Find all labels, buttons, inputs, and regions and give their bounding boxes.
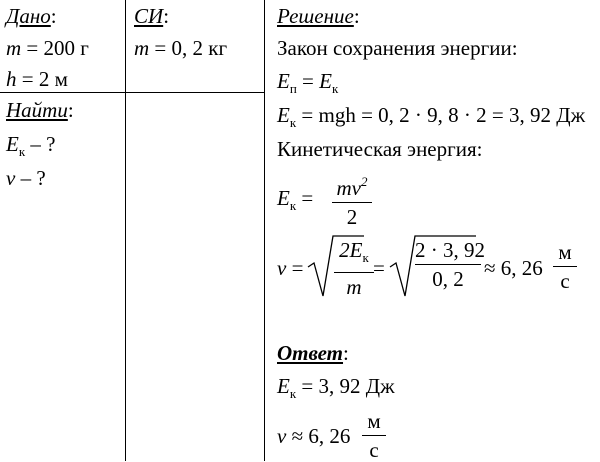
solution-heading: Решение: xyxy=(277,4,360,28)
equation-kinetic-lhs: $E_к$ = xyxy=(277,186,314,213)
given-mass: m = 200 г xyxy=(6,36,89,60)
si-mass: m = 0, 2 кг xyxy=(134,36,228,60)
column-divider-2 xyxy=(264,0,265,461)
equation-energy-equality: $E_п = E_к$ xyxy=(277,69,339,96)
kinetic-energy-label: Кинетическая энергия: xyxy=(277,137,483,161)
equals-sign: = xyxy=(373,256,385,280)
conservation-law-text: Закон сохранения энергии: xyxy=(277,36,518,60)
given-heading: Дано: xyxy=(6,4,57,28)
given-height: h = 2 м xyxy=(6,67,68,91)
column-divider-1 xyxy=(125,0,126,461)
velocity-lhs: v = xyxy=(277,256,304,280)
velocity-approx: ≈ 6, 26 xyxy=(484,256,543,280)
find-ek: $E_к$ – ? xyxy=(6,132,56,159)
find-v: v – ? xyxy=(6,166,46,190)
kinetic-fraction: $mv^2$ 2 xyxy=(332,170,372,229)
answer-heading: Ответ: xyxy=(277,341,349,365)
sqrt-fraction-2: 2 · 3, 92 0, 2 xyxy=(415,238,485,291)
velocity-unit-fraction: м с xyxy=(553,240,577,293)
find-heading: Найти: xyxy=(6,98,74,122)
equation-potential-energy: $E_к$ = mgh = 0, 2 · 9, 8 · 2 = 3, 92 Дж xyxy=(277,103,586,130)
answer-v: v ≈ 6, 26 xyxy=(277,424,351,448)
answer-ek: $E_к = 3$, 92 Дж xyxy=(277,374,395,401)
answer-unit-fraction: м с xyxy=(362,409,386,462)
si-heading: СИ: xyxy=(134,4,170,28)
given-find-divider xyxy=(0,92,264,93)
sqrt-fraction-1: $2E_к$ m xyxy=(334,238,374,299)
